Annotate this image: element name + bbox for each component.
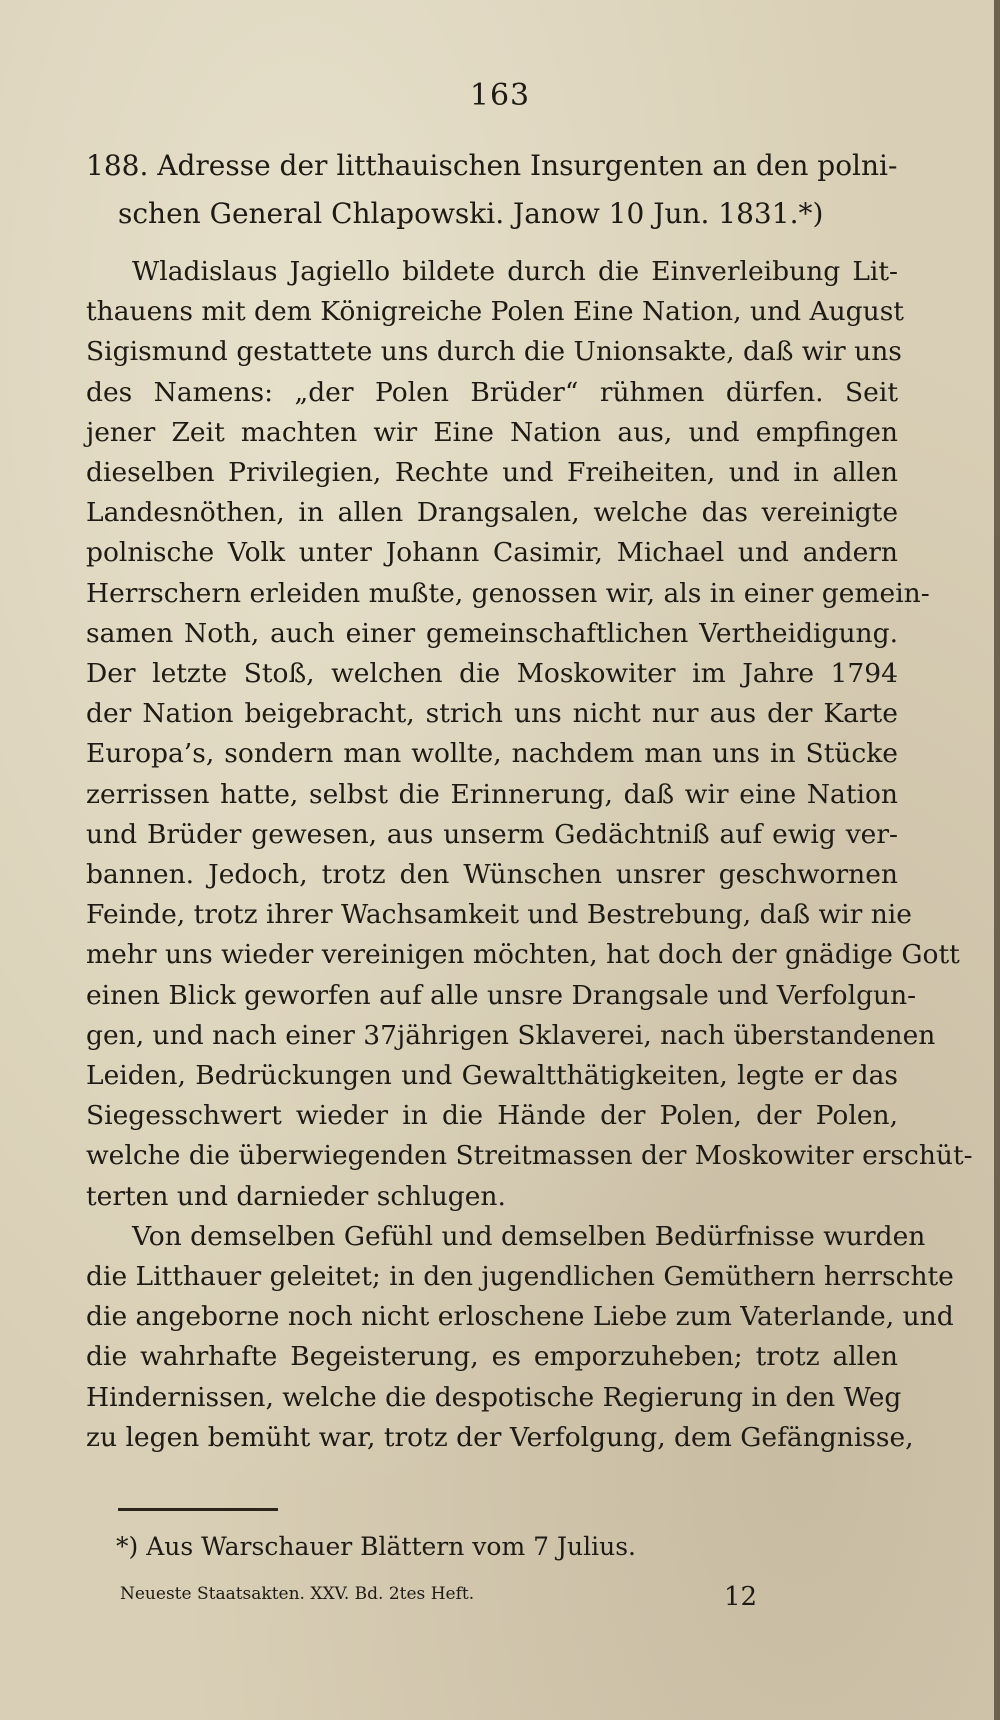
text-line: des Namens: „der Polen Brüder“ rühmen dürfen. Seit bbox=[86, 376, 898, 408]
text-line: die Litthauer geleitet; in den jugendlichen Gemüthern herrschte bbox=[86, 1261, 954, 1293]
text-line: Herrschern erleiden mußte, genossen wir, als in einer gemein- bbox=[86, 577, 930, 609]
text-line: und Brüder gewesen, aus unserm Gedächtniß auf ewig ver- bbox=[86, 818, 898, 850]
text-line: Sigismund gestattete uns durch die Unionsakte, daß wir uns bbox=[86, 336, 902, 368]
text-line: die wahrhafte Begeisterung, es emporzuheben; trotz allen bbox=[86, 1341, 898, 1373]
text-line: dieselben Privilegien, Rechte und Freiheiten, und in allen bbox=[86, 457, 898, 489]
text-line: Europa’s, sondern man wollte, nachdem man uns in Stücke bbox=[86, 738, 898, 770]
paragraph bbox=[86, 252, 973, 1217]
text-line: Von demselben Gefühl und demselben Bedürfnisse wurden bbox=[132, 1220, 926, 1252]
text-line: welche die überwiegenden Streitmassen der Moskowiter erschüt- bbox=[86, 1140, 973, 1172]
signature-mark: 12 bbox=[724, 1582, 758, 1612]
footnote: *) Aus Warschauer Blättern vom 7 Julius. bbox=[116, 1532, 636, 1561]
text-line: Landesnöthen, in allen Drangsalen, welche das vereinigte bbox=[86, 497, 898, 529]
text-line: mehr uns wieder vereinigen möchten, hat doch der gnädige Gott bbox=[86, 939, 960, 971]
text-line: zu legen bemüht war, trotz der Verfolgung, dem Gefängnisse, bbox=[86, 1421, 914, 1453]
text-line: Leiden, Bedrückungen und Gewaltthätigkeiten, legte er das bbox=[86, 1060, 898, 1092]
text-line: thauens mit dem Königreiche Polen Eine Nation, und August bbox=[86, 296, 904, 328]
page-edge bbox=[994, 0, 1000, 1720]
text-line: Feinde, trotz ihrer Wachsamkeit und Bestrebung, daß wir nie bbox=[86, 899, 912, 931]
printer-signature: Neueste Staatsakten. XXV. Bd. 2tes Heft. bbox=[120, 1584, 475, 1604]
text-line: Siegesschwert wieder in die Hände der Polen, der Polen, bbox=[86, 1100, 898, 1132]
text-line: der Nation beigebracht, strich uns nicht nur aus der Karte bbox=[86, 698, 898, 730]
footnote-divider bbox=[118, 1508, 278, 1511]
text-line: terten und darnieder schlugen. bbox=[86, 1180, 506, 1212]
text-line: bannen. Jedoch, trotz den Wünschen unsrer geschwornen bbox=[86, 859, 898, 891]
text-line: Der letzte Stoß, welchen die Moskowiter im Jahre 1794 bbox=[86, 658, 898, 690]
text-line: Wladislaus Jagiello bildete durch die Einverleibung Lit- bbox=[132, 256, 898, 287]
text-line: gen, und nach einer 37jährigen Sklaverei, nach überstandenen bbox=[86, 1019, 936, 1051]
heading-line: 188. Adresse der litthauischen Insurgenten an den polni- bbox=[86, 149, 898, 182]
body-text bbox=[86, 252, 973, 1458]
text-line: samen Noth, auch einer gemeinschaftlichen Vertheidigung. bbox=[86, 617, 898, 649]
paragraph bbox=[86, 1217, 954, 1458]
text-line: jener Zeit machten wir Eine Nation aus, und empfingen bbox=[86, 416, 898, 448]
text-line: einen Blick geworfen auf alle unsre Drangsale und Verfolgun- bbox=[86, 979, 917, 1011]
page-number: 163 bbox=[469, 78, 531, 113]
text-line: die angeborne noch nicht erloschene Liebe zum Vaterlande, und bbox=[86, 1301, 954, 1333]
text-line: polnische Volk unter Johann Casimir, Michael und andern bbox=[86, 537, 898, 569]
document-heading bbox=[86, 142, 906, 238]
text-line: Hindernissen, welche die despotische Regierung in den Weg bbox=[86, 1381, 902, 1413]
heading-line: schen General Chlapowski. Janow 10 Jun. 1831.*) bbox=[118, 197, 824, 230]
text-line: zerrissen hatte, selbst die Erinnerung, daß wir eine Nation bbox=[86, 778, 898, 810]
